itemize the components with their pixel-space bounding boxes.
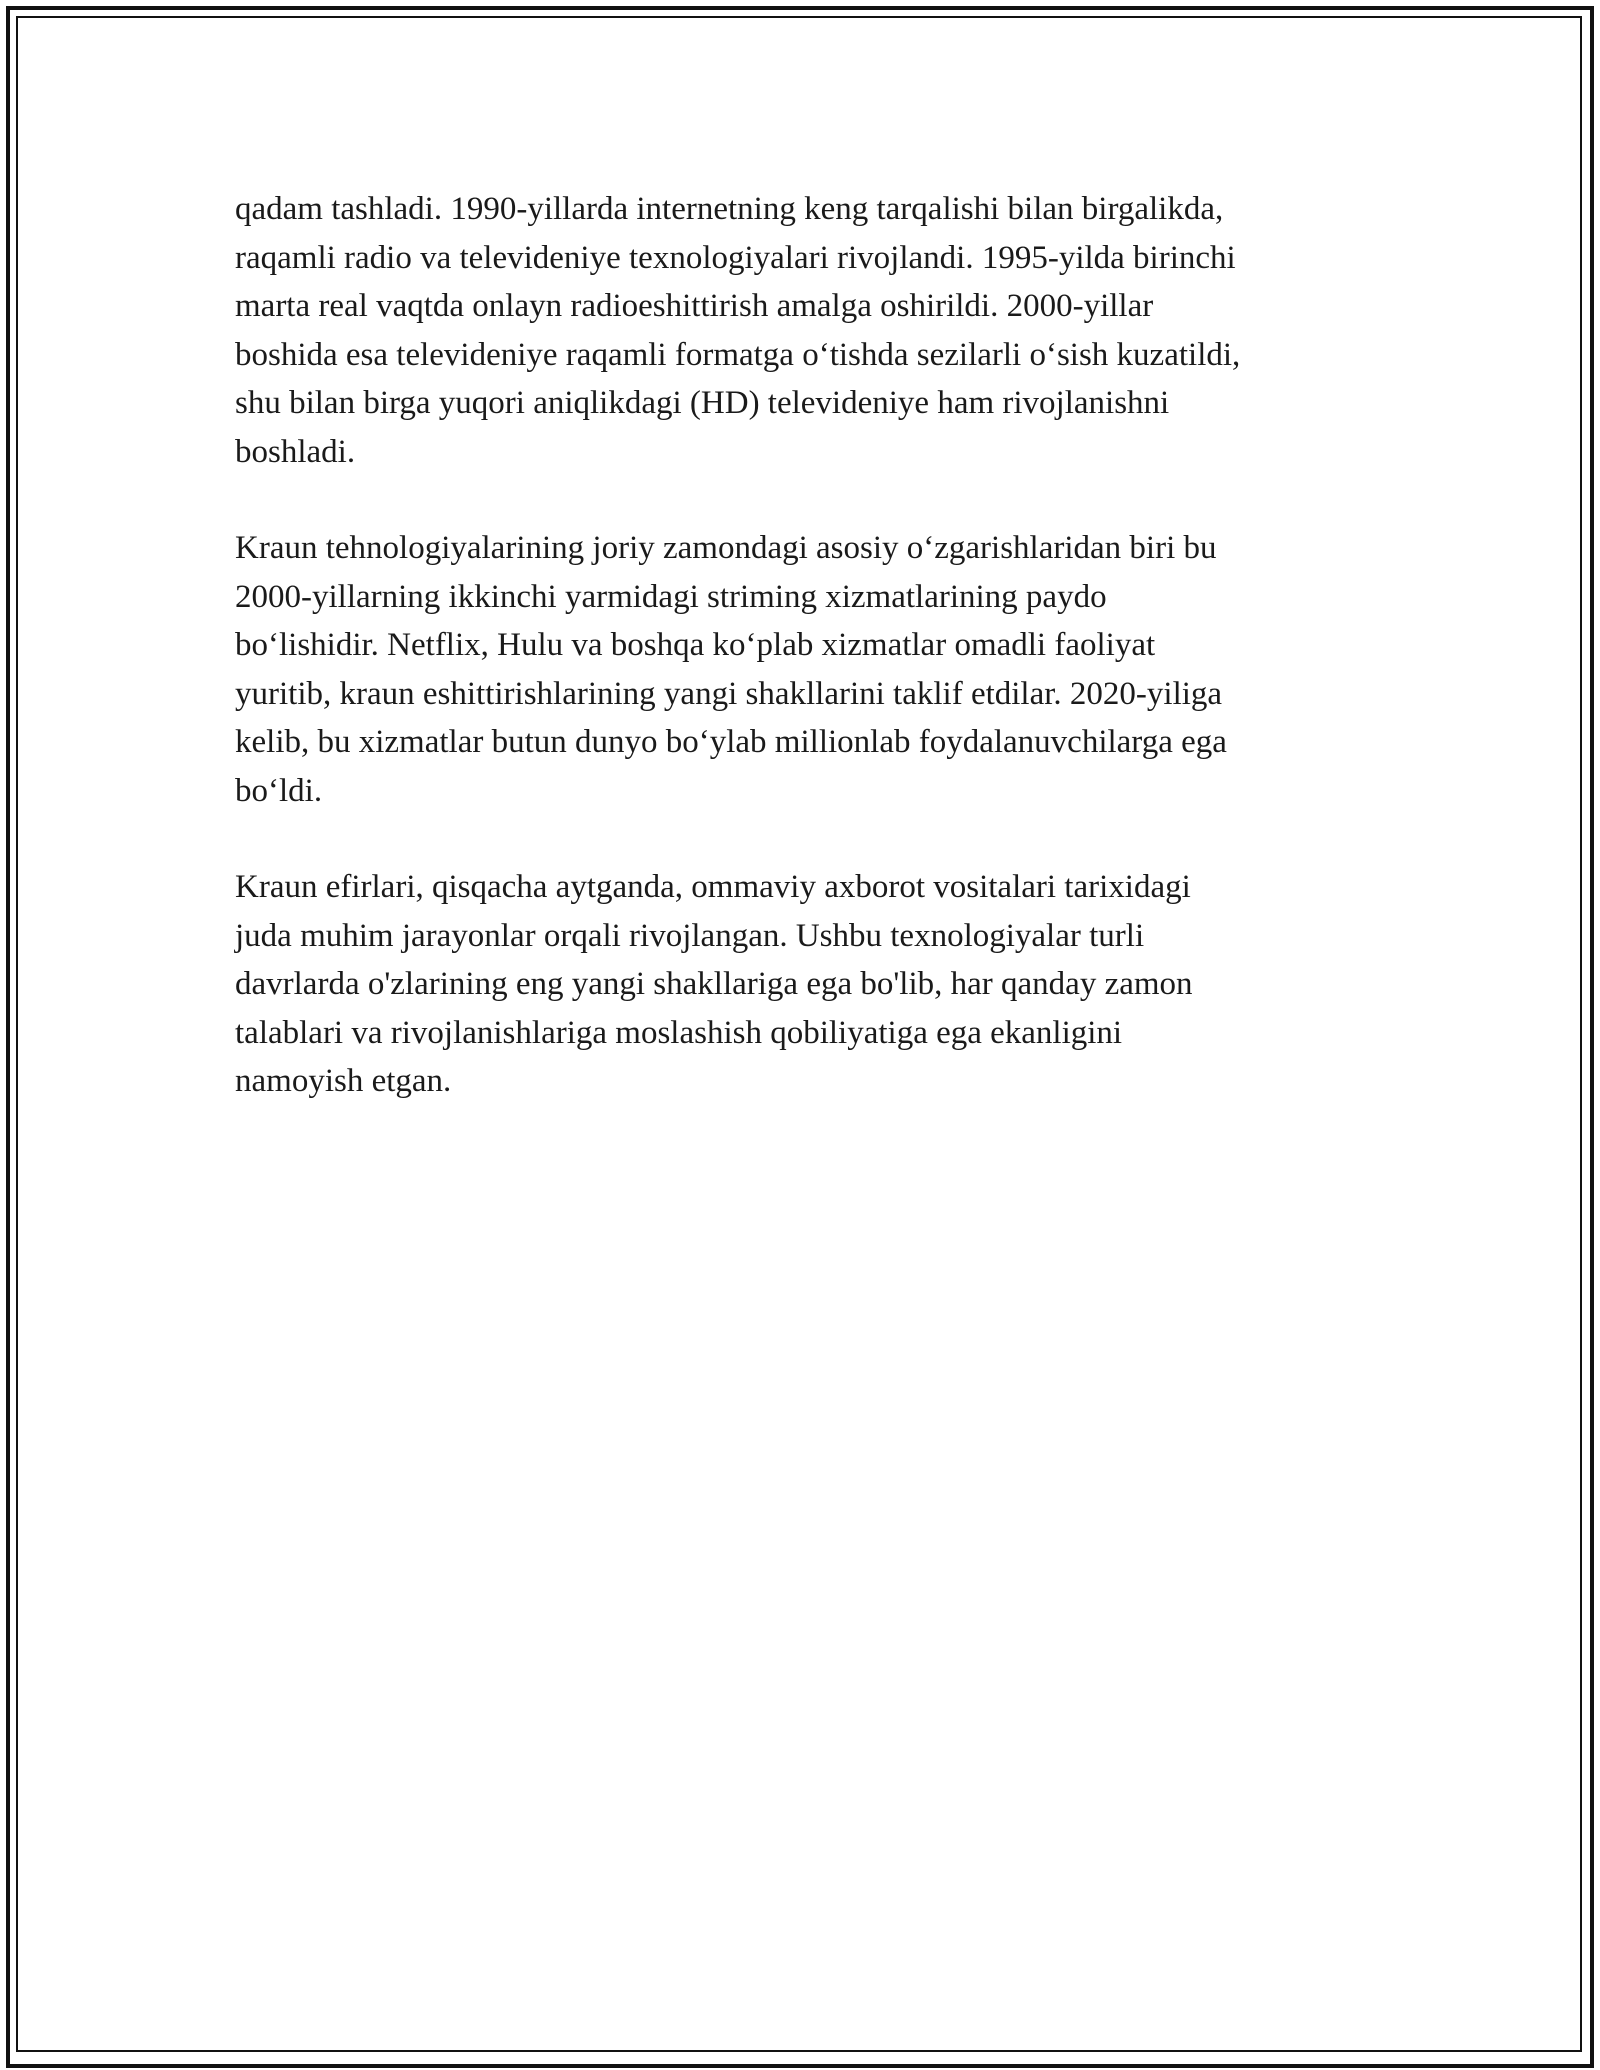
paragraph-3: Kraun efirlari, qisqacha aytganda, ommaviy axborot vositalari tarixidagi juda muhim jarayonlar orqali rivojlangan. Ushbu texnologiyalar turli davrlarda o'zlarining eng yangi shakllariga ega bo'lib, har qanday zamon talablari va rivojlanishlariga moslashish qobiliyatiga ega ekanligini namoyish etgan. bbox=[235, 869, 1193, 1099]
paragraph-1: qadam tashladi. 1990-yillarda internetning keng tarqalishi bilan birgalikda, raqamli radio va televideniye texnologiyalari rivojlandi. 1995-yilda birinchi marta real vaqtda onlayn radioeshittirish amalga oshirildi. 2000-yillar boshida esa televideniye raqamli formatga o‘tishda sezilarli o‘sish kuzatildi, shu bilan birga yuqori aniqlikdagi (HD) televideniye ham rivojlanishni boshladi. bbox=[235, 191, 1241, 470]
document-body bbox=[235, 185, 1365, 1154]
paragraph-2: Kraun tehnologiyalarining joriy zamondagi asosiy o‘zgarishlaridan biri bu 2000-yillarning ikkinchi yarmidagi striming xizmatlarining paydo bo‘lishidir. Netflix, Hulu va boshqa ko‘plab xizmatlar omadli faoliyat yuritib, kraun eshittirishlarining yangi shakllarini taklif etdilar. 2020-yiliga kelib, bu xizmatlar butun dunyo bo‘ylab millionlab foydalanuvchilarga ega bo‘ldi. bbox=[235, 530, 1227, 809]
